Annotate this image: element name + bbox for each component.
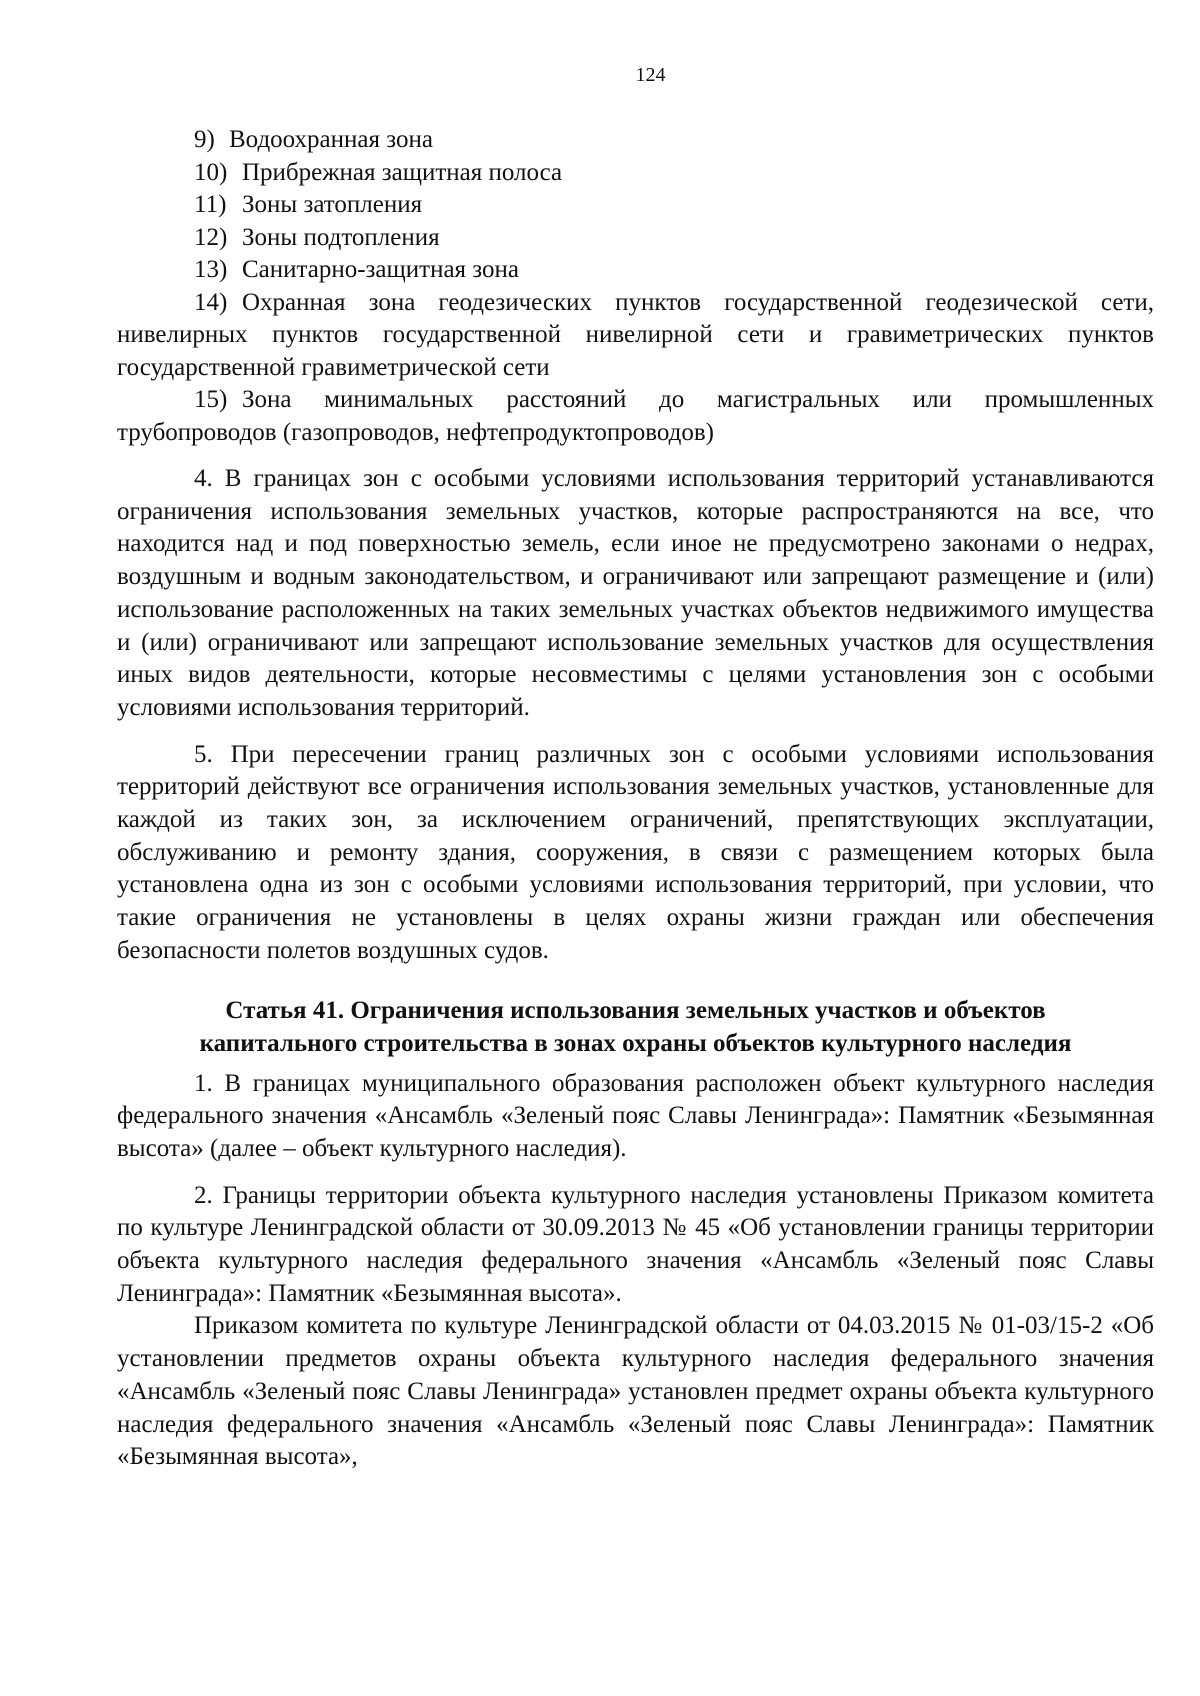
paragraph-5: 5. При пересечении границ различных зон с особыми условиями использования территорий действуют все ограничения использования земельных участков, установленные для каждой из таких зон, за исключением ограничений, препятствующих эксплуатации, обслуживанию и ремонту здания, сооружения, в связи с размещением которых была установлена одна из зон с особыми условиями использования территорий, при условии, что такие ограничения не установлены в целях охраны жизни граждан или обеспечения безопасности полетов воздушных судов.: [117, 740, 1154, 964]
list-item: [117, 189, 1154, 222]
list-item-text: Охранная зона геодезических пунктов государственной геодезической сети, нивелирных пунктов государственной нивелирной сети и гравиметрических пунктов государственной гравиметрической сети: [117, 288, 1154, 381]
list-item-text: Прибрежная защитная полоса: [242, 158, 563, 186]
paragraph-4: 4. В границах зон с особыми условиями использования территорий устанавливаются ограничения использования земельных участков, которые распространяются на все, что находится над и под поверхностью земель, если иное не предусмотрено законами о недрах, воздушным и водным законодательством, и ограничивают или запрещают размещение и (или) использование расположенных на таких земельных участках объектов недвижимого имущества и (или) ограничивают или запрещают использование земельных участков для осуществления иных видов деятельности, которые несовместимы с целями установления зон с особыми условиями использования территорий.: [117, 465, 1154, 721]
article-paragraph-2: 2. Границы территории объекта культурного наследия установлены Приказом комитета по культуре Ленинградской области от 30.09.2013 № 45 «Об установлении границы территории объекта культурного наследия федерального значения «Ансамбль «Зеленый пояс Славы Ленинграда»: Памятник «Безымянная высота».: [117, 1181, 1154, 1307]
list-item-number: 13): [194, 256, 228, 283]
zone-list: [117, 124, 1154, 449]
article-heading-line-2: капитального строительства в зонах охраны объектов культурного наследия: [199, 1029, 1072, 1057]
article-paragraph-1: 1. В границах муниципального образования расположен объект культурного наследия федерального значения «Ансамбль «Зеленый пояс Славы Ленинграда»: Памятник «Безымянная высота» (далее – объект культурного наследия).: [117, 1069, 1154, 1162]
list-item: [117, 384, 1154, 449]
list-item: [117, 254, 1154, 287]
list-item-number: 12): [194, 223, 228, 251]
document-page: [117, 60, 1154, 1474]
page-number: 124: [635, 64, 666, 86]
list-item: [117, 157, 1154, 190]
list-item: [117, 124, 1154, 157]
article-heading: [117, 994, 1154, 1060]
article-heading-line-1: Статья 41. Ограничения использования земельных участков и объектов: [225, 996, 1046, 1024]
list-item: [117, 287, 1154, 385]
list-item-text: Санитарно-защитная зона: [242, 256, 520, 283]
list-item-number: 9): [194, 126, 215, 153]
list-item-text: Зона минимальных расстояний до магистральных или промышленных трубопроводов (газопроводов, нефтепродуктопроводов): [117, 386, 1154, 446]
list-item-text: Зоны подтопления: [242, 223, 440, 251]
list-item-number: 14): [194, 288, 228, 316]
article-paragraph-3: Приказом комитета по культуре Ленинградской области от 04.03.2015 № 01-03/15-2 «Об установлении предметов охраны объекта культурного наследия федерального значения «Ансамбль «Зеленый пояс Славы Ленинграда» установлен предмет охраны объекта культурного наследия федерального значения «Ансамбль «Зеленый пояс Славы Ленинграда»: Памятник «Безымянная высота»,: [117, 1312, 1154, 1471]
list-item-text: Зоны затопления: [242, 191, 423, 218]
list-item-number: 15): [194, 386, 228, 413]
list-item-number: 10): [194, 158, 228, 186]
list-item-text: Водоохранная зона: [229, 126, 433, 153]
list-item: [117, 222, 1154, 255]
list-item-number: 11): [194, 191, 227, 218]
